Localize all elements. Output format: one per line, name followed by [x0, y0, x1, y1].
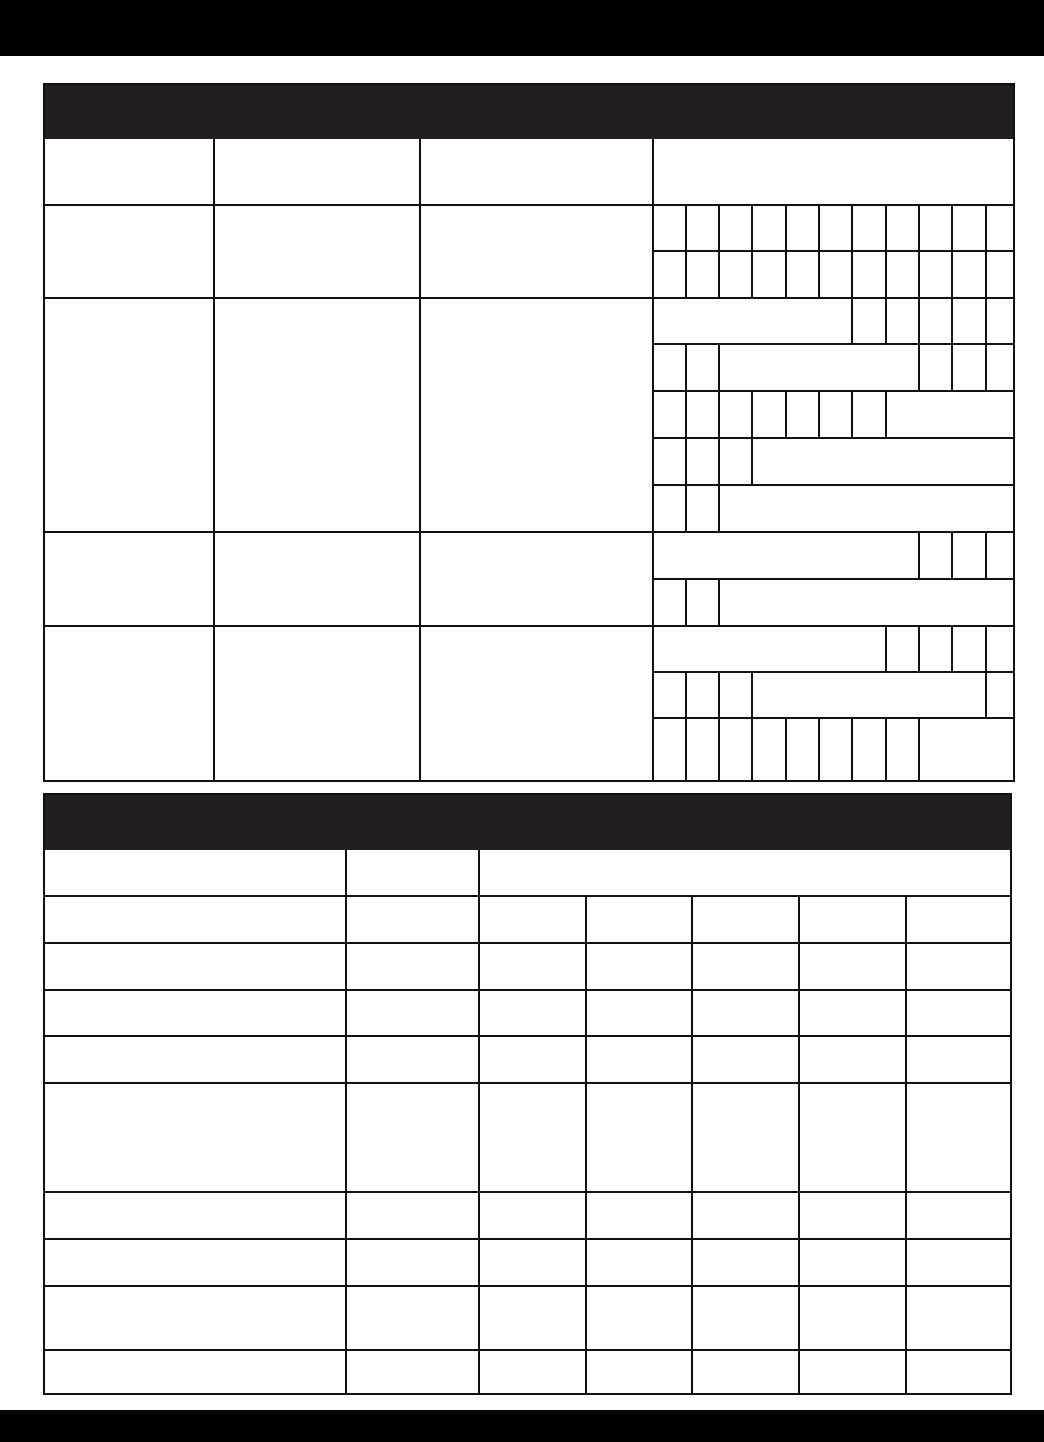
table-1-grid-cell-divider	[718, 391, 720, 438]
table-1-grid-cell-divider	[718, 205, 720, 251]
table-1-grid-cell-divider	[885, 626, 887, 672]
table-2-row-divider	[45, 1349, 1012, 1351]
table-1-grid-cell-divider	[885, 391, 887, 438]
table-1-grid-cell-divider	[851, 251, 853, 298]
table-1-subrow-divider	[653, 437, 1015, 439]
table-1-grid-cell-divider	[718, 251, 720, 298]
table-2-row-divider	[45, 1238, 1012, 1240]
table-1-grid-cell-divider	[851, 718, 853, 782]
table-1-grid-cell-divider	[818, 391, 820, 438]
table-1-grid-cell-divider	[851, 391, 853, 438]
table-1-grid-cell-divider	[751, 251, 753, 298]
table-2-row-divider	[45, 989, 1012, 991]
table-2-column-divider	[585, 896, 587, 1395]
table-1-grid-cell-divider	[751, 438, 753, 485]
table-1-grid-cell-divider	[818, 251, 820, 298]
table-2-row-divider	[45, 1191, 1012, 1193]
table-1-subrow-divider	[653, 484, 1015, 486]
table-1-grid-cell-divider	[951, 344, 953, 391]
table-2	[43, 793, 1012, 1395]
table-1-grid-cell-divider	[718, 718, 720, 782]
table-1-subrow-divider	[653, 671, 1015, 673]
table-1-subrow-divider	[653, 390, 1015, 392]
table-1-grid-cell-divider	[885, 205, 887, 251]
table-1-grid-cell-divider	[985, 344, 987, 391]
table-1-grid-cell-divider	[751, 391, 753, 438]
table-1-row-divider	[45, 297, 1015, 299]
table-2-column-divider	[798, 896, 800, 1395]
table-1-grid-cell-divider	[985, 672, 987, 718]
top-bar	[0, 0, 1044, 56]
table-1-column-divider	[652, 139, 654, 782]
table-1-grid-cell-divider	[685, 205, 687, 251]
table-1-grid-cell-divider	[718, 344, 720, 391]
table-1-grid-cell-divider	[918, 298, 920, 344]
table-1-column-divider	[419, 139, 421, 782]
table-1-grid-cell-divider	[818, 718, 820, 782]
table-1-grid-cell-divider	[751, 672, 753, 718]
table-1-row-divider	[45, 531, 1015, 533]
table-2-row-divider	[45, 942, 1012, 944]
table-1-subrow-divider	[653, 578, 1015, 580]
table-1-grid-cell-divider	[951, 251, 953, 298]
table-1-grid-cell-divider	[918, 718, 920, 782]
table-1-grid-cell-divider	[885, 718, 887, 782]
table-1-grid-cell-divider	[785, 391, 787, 438]
table-1-grid-cell-divider	[685, 579, 687, 626]
table-1-subrow-divider	[653, 717, 1015, 719]
table-2-column-divider	[345, 850, 347, 1395]
table-2-column-divider	[691, 896, 693, 1395]
table-1-grid-cell-divider	[718, 438, 720, 485]
table-1-grid-cell-divider	[951, 532, 953, 579]
table-1-grid-cell-divider	[918, 626, 920, 672]
table-2-column-divider	[905, 896, 907, 1395]
table-1-grid-cell-divider	[851, 298, 853, 344]
table-1-grid-cell-divider	[718, 672, 720, 718]
table-1-grid-cell-divider	[951, 205, 953, 251]
table-1-grid-cell-divider	[685, 344, 687, 391]
table-1-grid-cell-divider	[685, 485, 687, 532]
table-1-grid-cell-divider	[918, 532, 920, 579]
table-1-grid-cell-divider	[885, 298, 887, 344]
table-1-header	[45, 85, 1013, 139]
table-2-column-divider	[478, 850, 480, 1395]
table-1-grid-cell-divider	[985, 532, 987, 579]
table-1-grid-cell-divider	[718, 485, 720, 532]
table-1-grid-cell-divider	[785, 718, 787, 782]
table-1-grid-cell-divider	[951, 298, 953, 344]
table-2-row-divider	[45, 1082, 1012, 1084]
table-1-grid-cell-divider	[685, 718, 687, 782]
table-1-grid-cell-divider	[851, 205, 853, 251]
table-1-subrow-divider	[653, 343, 1015, 345]
table-1-grid-cell-divider	[918, 205, 920, 251]
table-1-grid-cell-divider	[751, 718, 753, 782]
table-1-grid-cell-divider	[985, 205, 987, 251]
bottom-bar	[0, 1410, 1044, 1442]
table-1-grid-cell-divider	[885, 251, 887, 298]
table-1-row-divider	[45, 625, 1015, 627]
table-1-grid-cell-divider	[785, 205, 787, 251]
table-1-subrow-divider	[653, 250, 1015, 252]
table-2-row-divider	[45, 895, 1012, 897]
table-1-grid-cell-divider	[785, 251, 787, 298]
table-1-grid-cell-divider	[685, 391, 687, 438]
table-1-grid-cell-divider	[685, 438, 687, 485]
table-1-column-divider	[213, 139, 215, 782]
table-1-grid-cell-divider	[818, 205, 820, 251]
table-1-grid-cell-divider	[718, 579, 720, 626]
table-1-grid-cell-divider	[685, 672, 687, 718]
table-1-grid-cell-divider	[918, 251, 920, 298]
table-1	[43, 83, 1015, 782]
table-1-grid-cell-divider	[751, 205, 753, 251]
table-1-row-divider	[45, 204, 1015, 206]
table-1-grid-cell-divider	[918, 344, 920, 391]
table-2-row-divider	[45, 1285, 1012, 1287]
table-1-grid-cell-divider	[985, 298, 987, 344]
table-1-grid-cell-divider	[685, 251, 687, 298]
table-1-grid-cell-divider	[985, 251, 987, 298]
table-1-grid-cell-divider	[951, 626, 953, 672]
table-2-row-divider	[45, 1035, 1012, 1037]
table-2-header	[45, 795, 1010, 850]
table-1-grid-cell-divider	[985, 626, 987, 672]
